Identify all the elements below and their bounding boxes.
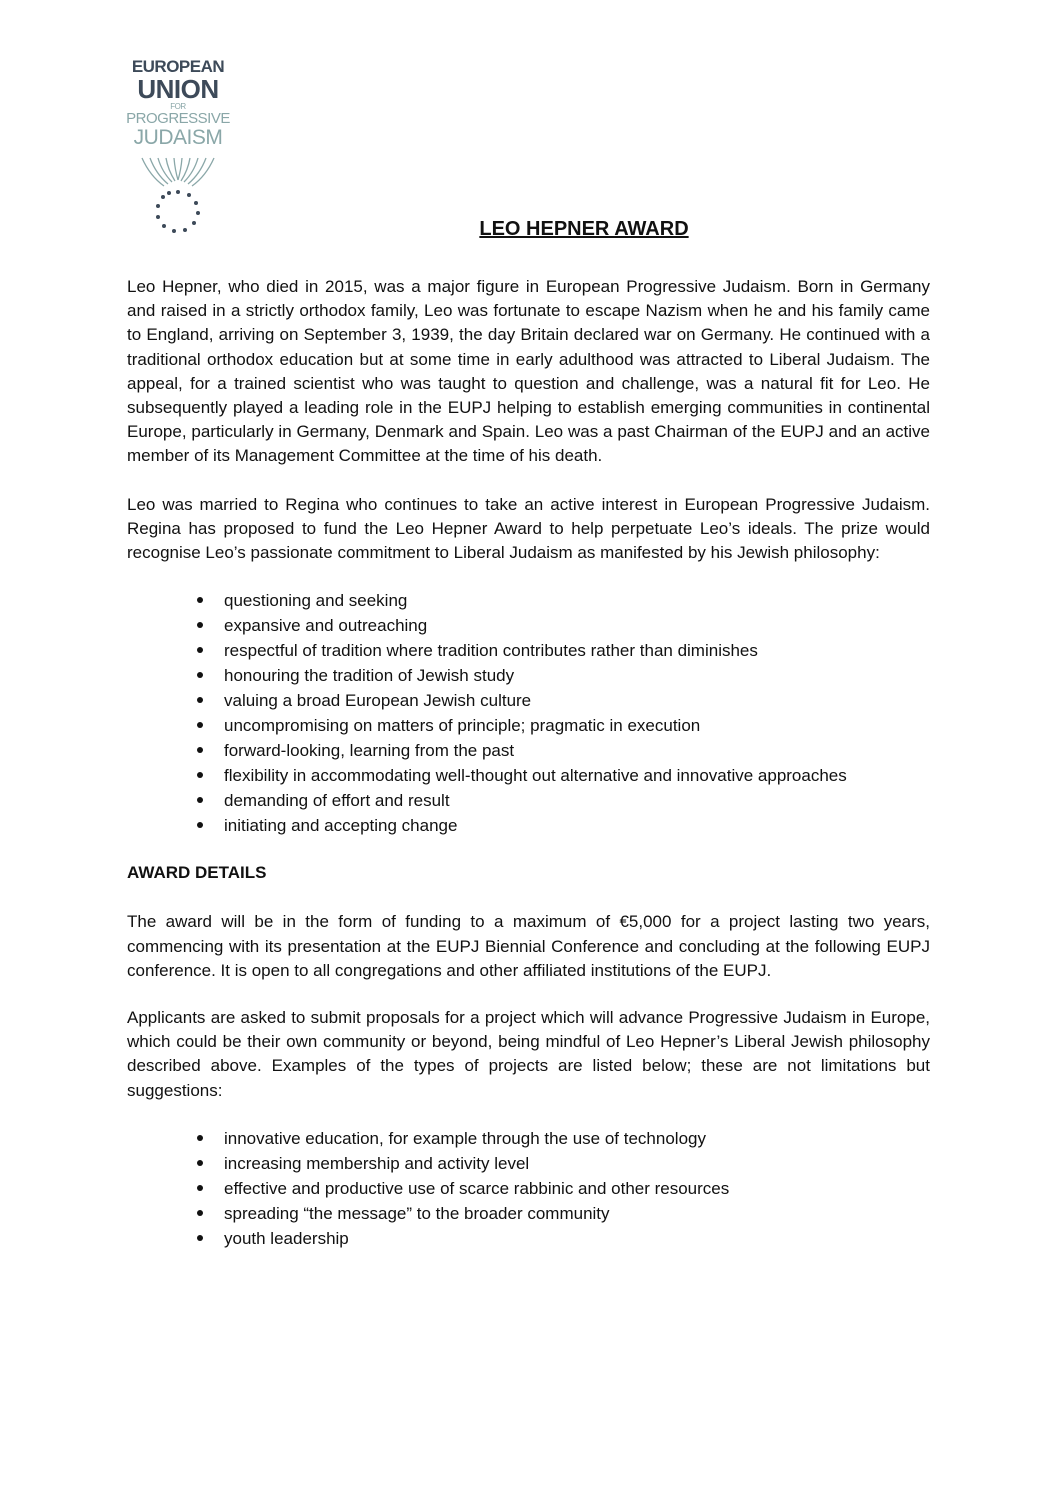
philosophy-list	[127, 588, 930, 838]
list-item: questioning and seeking	[197, 588, 930, 613]
regina-paragraph: Leo was married to Regina who continues to take an active interest in European Progressive Judaism. Regina has proposed to fund the Leo Hepner Award to help perpetuate Leo’s ideals. The prize would recognise Leo’s passionate commitment to Liberal Judaism as manifested by his Jewish philosophy:	[127, 494, 930, 563]
logo-line-judaism: JUDAISM	[133, 126, 223, 149]
list-item: increasing membership and activity level	[197, 1151, 930, 1176]
award-details-heading: AWARD DETAILS	[127, 863, 267, 883]
list-item: youth leadership	[197, 1226, 930, 1251]
list-item: valuing a broad European Jewish culture	[197, 688, 930, 713]
list-item: demanding of effort and result	[197, 788, 930, 813]
logo-wordmark	[124, 58, 232, 148]
logo-line-european: EUROPEAN	[131, 57, 225, 76]
intro-paragraph: Leo Hepner, who died in 2015, was a major figure in European Progressive Judaism. Born in Germany and raised in a strictly orthodox family, Leo was fortunate to escape Nazism when he and his family came to England, arriving on September 3, 1939, the day Britain declared war on Germany. He continued with a traditional orthodox education but at some time in early adulthood was attracted to Liberal Judaism. The appeal, for a trained scientist who was taught to question and challenge, was a natural fit for Leo. He subsequently played a leading role in the EUPJ helping to establish emerging communities in continental Europe, particularly in Germany, Denmark and Spain. Leo was a past Chairman of the EUPJ and an active member of its Management Committee at the time of his death.	[127, 277, 930, 466]
project-examples-list	[127, 1126, 930, 1251]
list-item: effective and productive use of scarce rabbinic and other resources	[197, 1176, 930, 1201]
list-item: flexibility in accommodating well-thought out alternative and innovative approaches	[197, 763, 930, 788]
list-item: forward-looking, learning from the past	[197, 738, 930, 763]
applicants-paragraph: Applicants are asked to submit proposals for a project which will advance Progressive Judaism in Europe, which could be their own community or beyond, being mindful of Leo Hepner’s Liberal Jewish philosophy described above. Examples of the types of projects are listed below; these are not limitations but suggestions:	[127, 1008, 930, 1100]
list-item: honouring the tradition of Jewish study	[197, 663, 930, 688]
list-item: spreading “the message” to the broader community	[197, 1201, 930, 1226]
eupj-logo	[124, 58, 232, 238]
list-item: respectful of tradition where tradition contributes rather than diminishes	[197, 638, 930, 663]
award-paragraph: The award will be in the form of funding to a maximum of €5,000 for a project lasting two years, commencing with its presentation at the EUPJ Biennial Conference and concluding at the following EUPJ conference. It is open to all congregations and other affiliated institutions of the EUPJ.	[127, 912, 930, 980]
page-title: LEO HEPNER AWARD	[479, 218, 689, 240]
list-item: expansive and outreaching	[197, 613, 930, 638]
logo-line-for: FOR	[170, 102, 186, 111]
list-item: uncompromising on matters of principle; pragmatic in execution	[197, 713, 930, 738]
list-item: innovative education, for example through the use of technology	[197, 1126, 930, 1151]
list-item: initiating and accepting change	[197, 813, 930, 838]
logo-line-progressive: PROGRESSIVE	[126, 110, 230, 127]
document-body	[127, 275, 930, 1274]
logo-line-union: UNION	[137, 74, 219, 104]
